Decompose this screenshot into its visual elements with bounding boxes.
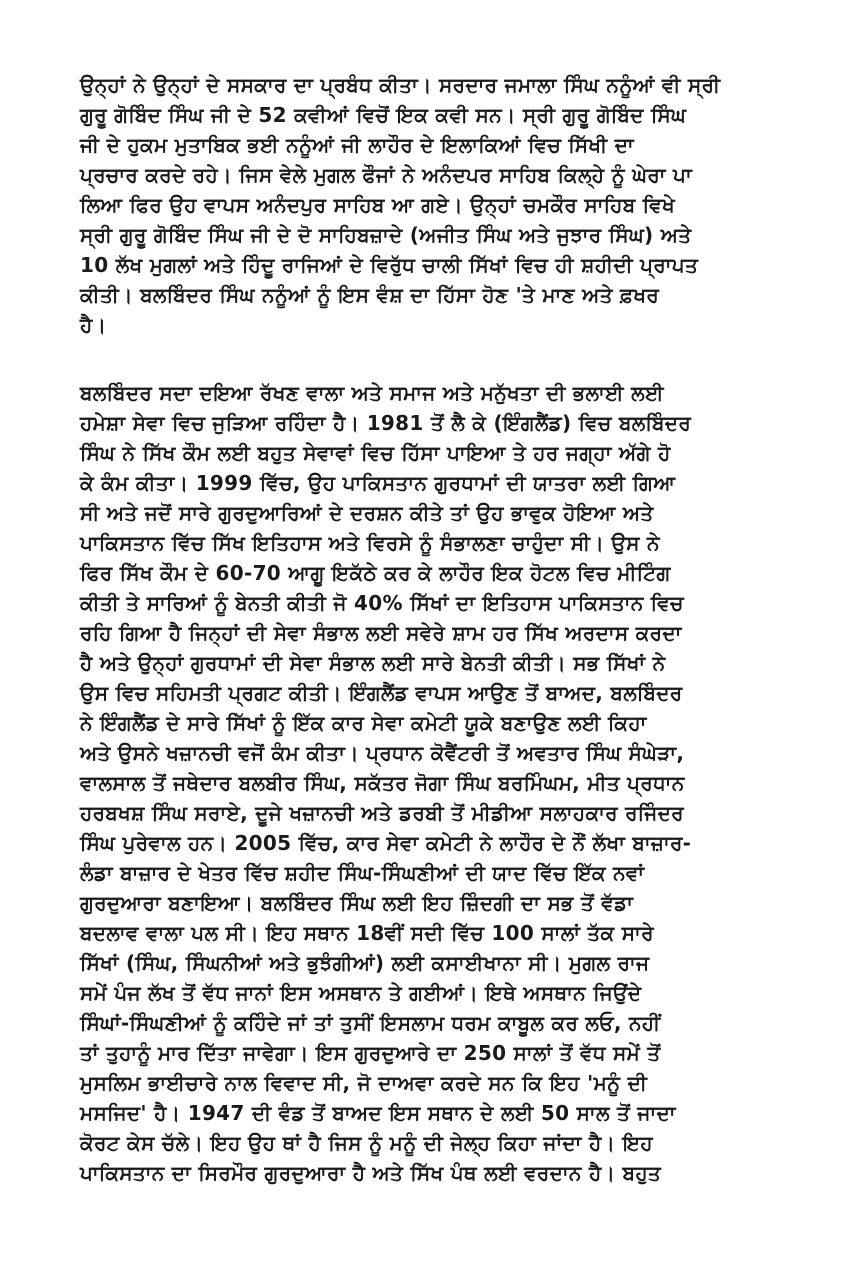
- text-line: ਪਾਕਿਸਤਾਨ ਦਾ ਸਿਰਮੌਰ ਗੁਰਦੁਆਰਾ ਹੈ ਅਤੇ ਸਿੱਖ ਪੰਥ ਲਈ ਵਰਦਾਨ ਹੈ। ਬਹੁਤ: [80, 1161, 662, 1185]
- text-line: ਗੁਰੂ ਗੋਬਿੰਦ ਸਿੰਘ ਜੀ ਦੇ 52 ਕਵੀਆਂ ਵਿਚੋਂ ਇਕ ਕਵੀ ਸਨ। ਸ੍ਰੀ ਗੁਰੂ ਗੋਬਿੰਦ ਸਿੰਘ: [80, 103, 687, 127]
- text-line: ਬਲਬਿੰਦਰ ਸਦਾ ਦਇਆ ਰੱਖਣ ਵਾਲਾ ਅਤੇ ਸਮਾਜ ਅਤੇ ਮਨੁੱਖਤਾ ਦੀ ਭਲਾਈ ਲਈ: [80, 381, 664, 405]
- text-line: ਕੀਤੀ ਤੇ ਸਾਰਿਆਂ ਨੂੰ ਬੇਨਤੀ ਕੀਤੀ ਜੋ 40% ਸਿੱਖਾਂ ਦਾ ਇਤਿਹਾਸ ਪਾਕਿਸਤਾਨ ਵਿਚ: [80, 591, 684, 615]
- text-line: ਵਾਲਸਾਲ ਤੋਂ ਜਥੇਦਾਰ ਬਲਬੀਰ ਸਿੰਘ, ਸਕੱਤਰ ਜੋਗਾ ਸਿੰਘ ਬਰਮਿੰਘਮ, ਮੀਤ ਪ੍ਰਧਾਨ: [80, 771, 685, 795]
- text-line: 10 ਲੱਖ ਮੁਗਲਾਂ ਅਤੇ ਹਿੰਦੂ ਰਾਜਿਆਂ ਦੇ ਵਿਰੁੱਧ ਚਾਲੀ ਸਿੱਖਾਂ ਵਿਚ ਹੀ ਸ਼ਹੀਦੀ ਪ੍ਰਾਪਤ: [80, 253, 699, 277]
- text-line: ਹਮੇਸ਼ਾ ਸੇਵਾ ਵਿਚ ਜੁੜਿਆ ਰਹਿੰਦਾ ਹੈ। 1981 ਤੋਂ ਲੈ ਕੇ (ਇੰਗਲੈਂਡ) ਵਿਚ ਬਲਬਿੰਦਰ: [80, 411, 692, 435]
- text-line: ਰਹਿ ਗਿਆ ਹੈ ਜਿਨ੍ਹਾਂ ਦੀ ਸੇਵਾ ਸੰਭਾਲ ਲਈ ਸਵੇਰੇ ਸ਼ਾਮ ਹਰ ਸਿੱਖ ਅਰਦਾਸ ਕਰਦਾ: [80, 621, 682, 645]
- text-line: ਸੀ ਅਤੇ ਜਦੋਂ ਸਾਰੇ ਗੁਰਦੁਆਰਿਆਂ ਦੇ ਦਰਸ਼ਨ ਕੀਤੇ ਤਾਂ ਉਹ ਭਾਵੁਕ ਹੋਇਆ ਅਤੇ: [80, 501, 654, 525]
- text-line: ਲਿਆ ਫਿਰ ਉਹ ਵਾਪਸ ਅਨੰਦਪੁਰ ਸਾਹਿਬ ਆ ਗਏ। ਉਨ੍ਹਾਂ ਚਮਕੌਰ ਸਾਹਿਬ ਵਿਖੇ: [80, 193, 676, 217]
- text-line: ਜੀ ਦੇ ਹੁਕਮ ਮੁਤਾਬਿਕ ਭਈ ਨਨੂੰਆਂ ਜੀ ਲਾਹੌਰ ਦੇ ਇਲਾਕਿਆਂ ਵਿਚ ਸਿੱਖੀ ਦਾ: [80, 133, 634, 157]
- text-line: ਤਾਂ ਤੁਹਾਨੂੰ ਮਾਰ ਦਿੱਤਾ ਜਾਵੇਗਾ। ਇਸ ਗੁਰਦੁਆਰੇ ਦਾ 250 ਸਾਲਾਂ ਤੋਂ ਵੱਧ ਸਮੇਂ ਤੋਂ: [80, 1041, 661, 1065]
- text-line: ਸ੍ਰੀ ਗੁਰੂ ਗੋਬਿੰਦ ਸਿੰਘ ਜੀ ਦੇ ਦੋ ਸਾਹਿਬਜ਼ਾਦੇ (ਅਜੀਤ ਸਿੰਘ ਅਤੇ ਜੁਝਾਰ ਸਿੰਘ) ਅਤੇ: [80, 223, 692, 247]
- text-line: ਕੇ ਕੰਮ ਕੀਤਾ। 1999 ਵਿੱਚ, ਉਹ ਪਾਕਿਸਤਾਨ ਗੁਰਧਾਮਾਂ ਦੀ ਯਾਤਰਾ ਲਈ ਗਿਆ: [80, 471, 676, 495]
- text-line: ਪ੍ਰਚਾਰ ਕਰਦੇ ਰਹੇ। ਜਿਸ ਵੇਲੇ ਮੁਗਲ ਫੌਜਾਂ ਨੇ ਅਨੰਦਪਰ ਸਾਹਿਬ ਕਿਲ੍ਹੇ ਨੂੰ ਘੇਰਾ ਪਾ: [80, 163, 692, 187]
- text-line: ਬਦਲਾਵ ਵਾਲਾ ਪਲ ਸੀ। ਇਹ ਸਥਾਨ 18ਵੀਂ ਸਦੀ ਵਿੱਚ 100 ਸਾਲਾਂ ਤੱਕ ਸਾਰੇ: [80, 921, 654, 945]
- text-line: ਫਿਰ ਸਿੱਖ ਕੌਮ ਦੇ 60-70 ਆਗੂ ਇਕੱਠੇ ਕਰ ਕੇ ਲਾਹੌਰ ਇਕ ਹੋਟਲ ਵਿਚ ਮੀਟਿੰਗ: [80, 561, 671, 585]
- text-line: ਨੇ ਇੰਗਲੈਂਡ ਦੇ ਸਾਰੇ ਸਿੱਖਾਂ ਨੂੰ ਇੱਕ ਕਾਰ ਸੇਵਾ ਕਮੇਟੀ ਯੂਕੇ ਬਣਾਉਣ ਲਈ ਕਿਹਾ: [80, 711, 647, 735]
- text-line: ਗੁਰਦੁਆਰਾ ਬਣਾਇਆ। ਬਲਬਿੰਦਰ ਸਿੰਘ ਲਈ ਇਹ ਜ਼ਿੰਦਗੀ ਦਾ ਸਭ ਤੋਂ ਵੱਡਾ: [80, 891, 634, 915]
- text-line: ਸਿੰਘ ਨੇ ਸਿੱਖ ਕੌਮ ਲਈ ਬਹੁਤ ਸੇਵਾਵਾਂ ਵਿਚ ਹਿੱਸਾ ਪਾਇਆ ਤੇ ਹਰ ਜਗ੍ਹਾ ਅੱਗੇ ਹੋ: [80, 441, 671, 465]
- text-line: ਕੀਤੀ। ਬਲਬਿੰਦਰ ਸਿੰਘ ਨਨੂੰਆਂ ਨੂੰ ਇਸ ਵੰਸ਼ ਦਾ ਹਿੱਸਾ ਹੋਣ 'ਤੇ ਮਾਣ ਅਤੇ ਫ਼ਖਰ: [80, 283, 660, 307]
- paragraph-1: [80, 70, 770, 340]
- text-line: ਸਿੱਖਾਂ (ਸਿੰਘ, ਸਿੰਘਨੀਆਂ ਅਤੇ ਭੁਝੰਗੀਆਂ) ਲਈ ਕਸਾਈਖਾਨਾ ਸੀ। ਮੁਗਲ ਰਾਜ: [80, 951, 650, 975]
- text-line: ਸਿੰਘਾਂ-ਸਿੰਘਣੀਆਂ ਨੂੰ ਕਹਿੰਦੇ ਜਾਂ ਤਾਂ ਤੁਸੀਂ ਇਸਲਾਮ ਧਰਮ ਕਾਬੂਲ ਕਰ ਲਓ, ਨਹੀਂ: [80, 1011, 661, 1035]
- text-line: ਕੋਰਟ ਕੇਸ ਚੱਲੇ। ਇਹ ਉਹ ਥਾਂ ਹੈ ਜਿਸ ਨੂੰ ਮਨੂੰ ਦੀ ਜੇਲ੍ਹ ਕਿਹਾ ਜਾਂਦਾ ਹੈ। ਇਹ: [80, 1131, 653, 1155]
- text-line: ਹੈ।: [80, 313, 107, 337]
- text-line: ਉਸ ਵਿਚ ਸਹਿਮਤੀ ਪ੍ਰਗਟ ਕੀਤੀ। ਇੰਗਲੈਂਡ ਵਾਪਸ ਆਉਣ ਤੋਂ ਬਾਅਦ, ਬਲਬਿੰਦਰ: [80, 681, 683, 705]
- text-line: ਸਿੰਘ ਪੁਰੇਵਾਲ ਹਨ। 2005 ਵਿੱਚ, ਕਾਰ ਸੇਵਾ ਕਮੇਟੀ ਨੇ ਲਾਹੌਰ ਦੇ ਨੌਂ ਲੱਖਾ ਬਾਜ਼ਾਰ-: [80, 831, 692, 855]
- text-line: ਹਰਬਖਸ਼ ਸਿੰਘ ਸਰਾਏ, ਦੂਜੇ ਖਜ਼ਾਨਚੀ ਅਤੇ ਡਰਬੀ ਤੋਂ ਮੀਡੀਆ ਸਲਾਹਕਾਰ ਰਜਿੰਦਰ: [80, 801, 684, 825]
- text-line: ਸਮੇਂ ਪੰਜ ਲੱਖ ਤੋਂ ਵੱਧ ਜਾਨਾਂ ਇਸ ਅਸਥਾਨ ਤੇ ਗਈਆਂ। ਇਥੇ ਅਸਥਾਨ ਜਿਉਂਦੇ: [80, 981, 642, 1005]
- text-line: ਮਸਜਿਦ' ਹੈ। 1947 ਦੀ ਵੰਡ ਤੋਂ ਬਾਅਦ ਇਸ ਸਥਾਨ ਦੇ ਲਈ 50 ਸਾਲ ਤੋਂ ਜਾਦਾ: [80, 1101, 676, 1125]
- text-line: ਹੈ ਅਤੇ ਉਨ੍ਹਾਂ ਗੁਰਧਾਮਾਂ ਦੀ ਸੇਵਾ ਸੰਭਾਲ ਲਈ ਸਾਰੇ ਬੇਨਤੀ ਕੀਤੀ। ਸਭ ਸਿੱਖਾਂ ਨੇ: [80, 651, 666, 675]
- paragraph-2: [80, 378, 770, 1188]
- text-line: ਅਤੇ ਉਸਨੇ ਖਜ਼ਾਨਚੀ ਵਜੋਂ ਕੰਮ ਕੀਤਾ। ਪ੍ਰਧਾਨ ਕੋਵੈਂਟਰੀ ਤੋਂ ਅਵਤਾਰ ਸਿੰਘ ਸੰਘੇੜਾ,: [80, 741, 685, 765]
- text-line: ਲੰਡਾ ਬਾਜ਼ਾਰ ਦੇ ਖੇਤਰ ਵਿੱਚ ਸ਼ਹੀਦ ਸਿੰਘ-ਸਿੰਘਣੀਆਂ ਦੀ ਯਾਦ ਵਿੱਚ ਇੱਕ ਨਵਾਂ: [80, 861, 645, 885]
- text-line: ਮੁਸਲਿਮ ਭਾਈਚਾਰੇ ਨਾਲ ਵਿਵਾਦ ਸੀ, ਜੋ ਦਾਅਵਾ ਕਰਦੇ ਸਨ ਕਿ ਇਹ 'ਮਨੂੰ ਦੀ: [80, 1071, 648, 1095]
- text-line: ਪਾਕਿਸਤਾਨ ਵਿੱਚ ਸਿੱਖ ਇਤਿਹਾਸ ਅਤੇ ਵਿਰਸੇ ਨੂੰ ਸੰਭਾਲਣਾ ਚਾਹੁੰਦਾ ਸੀ। ਉਸ ਨੇ: [80, 531, 660, 555]
- text-line: ਉਨ੍ਹਾਂ ਨੇ ਉਨ੍ਹਾਂ ਦੇ ਸਸਕਾਰ ਦਾ ਪ੍ਰਬੰਧ ਕੀਤਾ। ਸਰਦਾਰ ਜਮਾਲਾ ਸਿੰਘ ਨਨੂੰਆਂ ਵੀ ਸ੍ਰੀ: [80, 73, 721, 97]
